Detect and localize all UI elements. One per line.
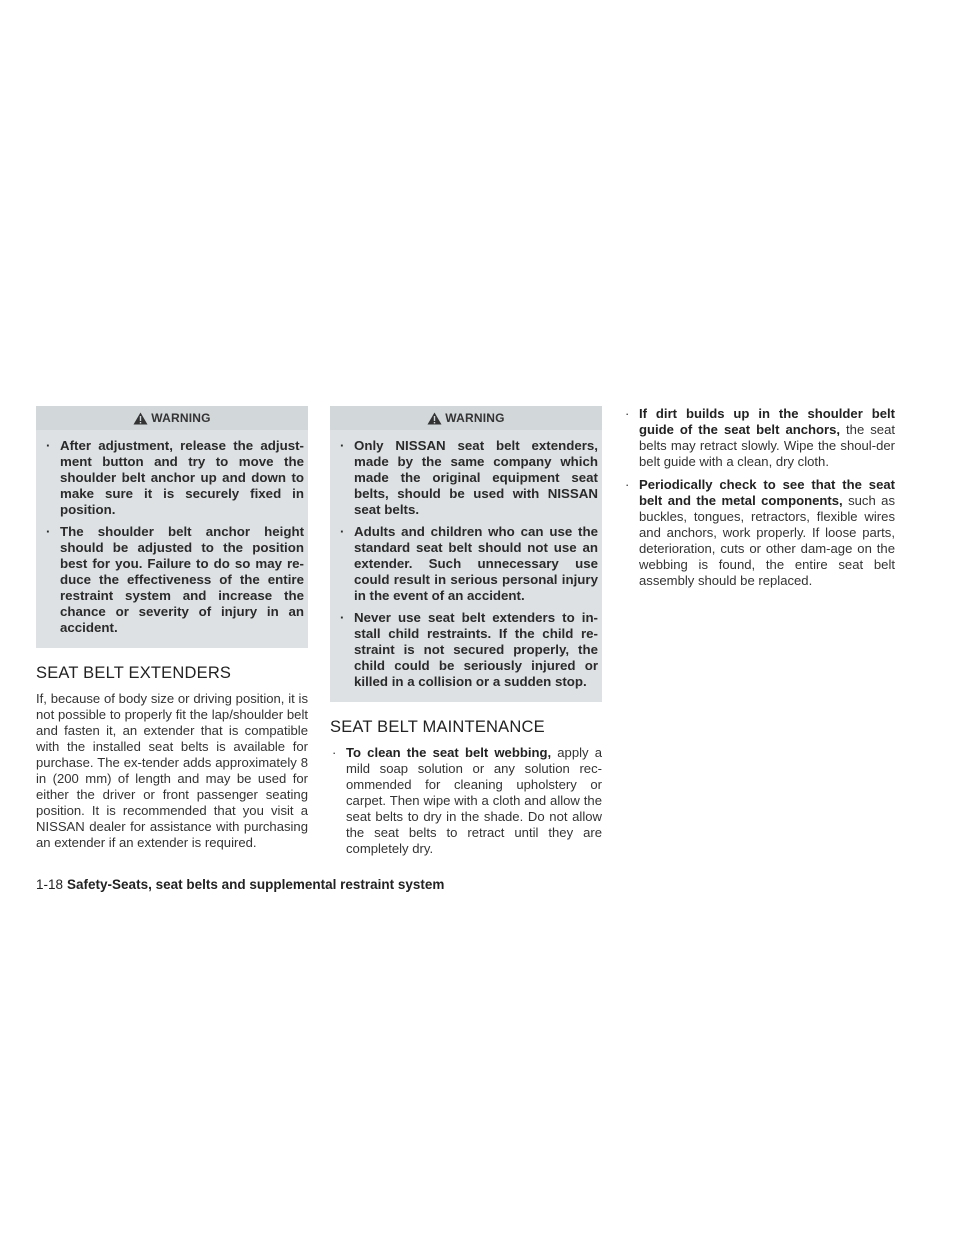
chapter-title: Safety-Seats, seat belts and supplemental restraint system xyxy=(67,877,445,892)
bullet: · xyxy=(625,406,630,421)
warning-item-text: Only NISSAN seat belt extenders, made by the same company which made the original equipment seat belts, should be used with NISSAN seat belts. xyxy=(354,438,598,517)
warning-item xyxy=(40,524,304,636)
bullet: · xyxy=(340,610,345,625)
list-item-text: apply a mild soap solution or any solution rec-ommended for cleaning upholstery or carpet. Then wipe with a cloth and allow the seat belts to dry in the shade. Do not allow the seat belts to retract until they are completely dry. xyxy=(346,745,602,856)
bullet: · xyxy=(46,438,51,453)
warning-title: WARNING xyxy=(445,411,505,425)
bullet: · xyxy=(332,745,337,760)
warning-box xyxy=(330,406,602,702)
column-2 xyxy=(330,406,602,864)
warning-item-text: Adults and children who can use the standard seat belt should not use an extender. Such unnecessary use could result in serious personal injury in the event of an accident. xyxy=(354,524,598,603)
list-item xyxy=(330,745,602,857)
list-item xyxy=(623,406,895,470)
warning-item-text: The shoulder belt anchor height should be adjusted to the position best for you. Failure to do so may re-duce the effectiveness of the entire restraint system and increase the chance or severity of injury in an accident. xyxy=(60,524,304,635)
warning-title: WARNING xyxy=(151,411,211,425)
bullet: · xyxy=(46,524,51,539)
warning-item xyxy=(334,438,598,518)
warning-item-text: After adjustment, release the adjust-ment button and try to move the shoulder belt anchor up and down to make sure it is securely fixed in position. xyxy=(60,438,304,517)
page-footer xyxy=(36,877,444,892)
warning-triangle-icon xyxy=(427,412,442,425)
warning-item xyxy=(334,524,598,604)
list-item-lead: Periodically check to see that the seat belt and the metal components, xyxy=(639,477,895,508)
warning-item xyxy=(334,610,598,690)
column-3 xyxy=(623,406,895,596)
column-1 xyxy=(36,406,308,851)
warning-header xyxy=(36,406,308,430)
warning-triangle-icon xyxy=(133,412,148,425)
bullet: · xyxy=(340,524,345,539)
section-heading-maintenance: SEAT BELT MAINTENANCE xyxy=(330,718,545,736)
bullet: · xyxy=(625,477,630,492)
section-heading-extenders: SEAT BELT EXTENDERS xyxy=(36,664,232,682)
list-item-lead: To clean the seat belt webbing, xyxy=(346,745,552,760)
page-number: 1-18 xyxy=(36,877,64,892)
list-item-text: the seat belts may retract slowly. Wipe the shoul-der belt guide with a clean, dry cloth. xyxy=(639,422,895,469)
bullet: · xyxy=(340,438,345,453)
list-item-text: such as buckles, tongues, retractors, flexible wires and anchors, work properly. If loose parts, deterioration, cuts or other dam-age on the webbing is found, the entire seat belt assembly should be replaced. xyxy=(639,493,896,588)
list-item-lead: If dirt builds up in the shoulder belt guide of the seat belt anchors, xyxy=(639,406,895,437)
warning-box xyxy=(36,406,308,648)
extenders-paragraph: If, because of body size or driving position, it is not possible to properly fit the lap/shoulder belt and fasten it, an extender that is compatible with the installed seat belts is available for purchase. The ex-tender adds approximately 8 in (200 mm) of length and may be used for either the driver or front passenger seating position. It is recommended that you visit a NISSAN dealer for assistance with purchasing an extender if an extender is required. xyxy=(36,691,308,850)
warning-item-text: Never use seat belt extenders to in-stall child restraints. If the child re-straint is not secured properly, the child could be seriously injured or killed in a collision or a sudden stop. xyxy=(354,610,598,689)
list-item xyxy=(623,477,895,589)
warning-item xyxy=(40,438,304,518)
warning-header xyxy=(330,406,602,430)
